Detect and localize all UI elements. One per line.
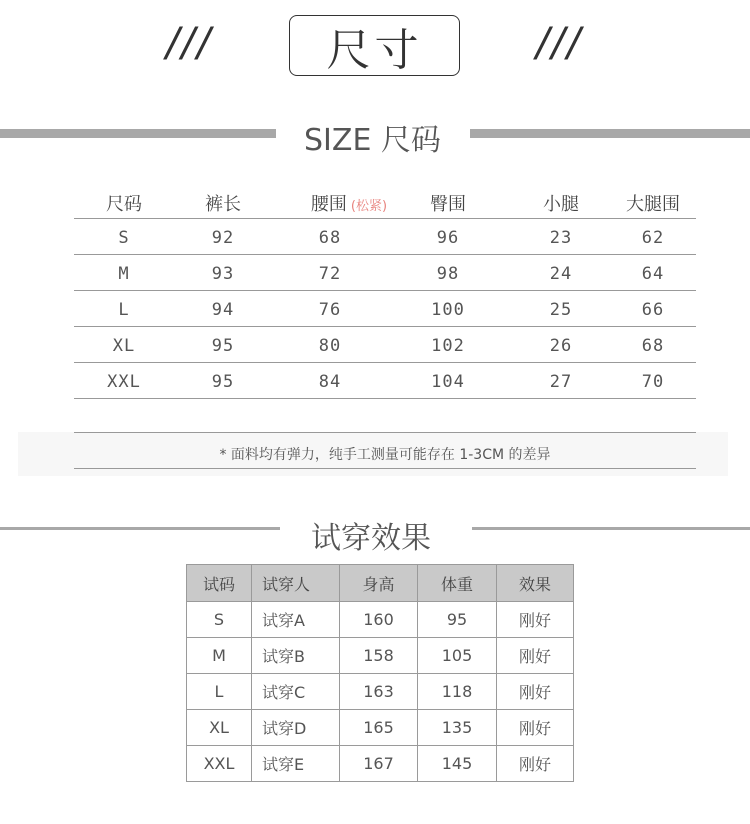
divider-bar-left	[0, 527, 280, 530]
table-cell: 104	[431, 372, 465, 392]
table-row	[187, 746, 574, 782]
table-cell: 94	[211, 300, 235, 320]
column-header-waist	[311, 190, 387, 216]
table-cell: 66	[641, 300, 665, 320]
table-cell: S	[187, 602, 252, 638]
table-cell: 刚好	[497, 638, 574, 674]
table-cell: 刚好	[497, 674, 574, 710]
table-row	[74, 363, 696, 399]
table-cell: 100	[431, 300, 465, 320]
trial-table	[186, 564, 574, 782]
table-cell: 试穿A	[252, 602, 340, 638]
table-cell: XL	[112, 336, 136, 356]
table-row	[74, 255, 696, 291]
table-cell: XL	[187, 710, 252, 746]
table-cell: 68	[641, 336, 665, 356]
table-cell: 76	[318, 300, 342, 320]
table-cell: 80	[318, 336, 342, 356]
column-header: 裤长	[205, 194, 241, 215]
trial-section-title: 试穿效果	[311, 521, 431, 556]
table-cell: M	[118, 264, 130, 284]
table-cell: M	[187, 638, 252, 674]
table-row-empty	[74, 399, 696, 433]
table-row	[74, 327, 696, 363]
table-row	[187, 602, 574, 638]
table-cell: 试穿B	[252, 638, 340, 674]
table-cell: 92	[211, 228, 235, 248]
table-cell: 24	[549, 264, 573, 284]
table-cell: 105	[418, 638, 497, 674]
table-cell: 84	[318, 372, 342, 392]
table-cell: 试穿D	[252, 710, 340, 746]
measurement-note: * 面料均有弹力，纯手工测量可能存在 1-3CM 的差异	[219, 447, 551, 463]
table-cell: 118	[418, 674, 497, 710]
table-cell: L	[187, 674, 252, 710]
divider-bar-right	[470, 129, 750, 138]
table-cell: XXL	[187, 746, 252, 782]
table-cell: 165	[340, 710, 418, 746]
table-cell: 试穿E	[252, 746, 340, 782]
column-header: 小腿	[543, 194, 579, 215]
size-table	[74, 180, 696, 433]
decorative-slashes-left: ///	[166, 20, 213, 66]
decorative-slashes-right: ///	[536, 20, 583, 66]
table-cell: 62	[641, 228, 665, 248]
table-cell: 95	[211, 336, 235, 356]
table-cell: 163	[340, 674, 418, 710]
table-cell: 102	[431, 336, 465, 356]
table-cell: 70	[641, 372, 665, 392]
table-cell: 64	[641, 264, 665, 284]
divider-bar-left	[0, 129, 276, 138]
table-cell: 158	[340, 638, 418, 674]
table-cell: 刚好	[497, 746, 574, 782]
table-cell: 72	[318, 264, 342, 284]
table-cell: XXL	[107, 372, 141, 392]
size-section-title: SIZE 尺码	[304, 123, 441, 158]
column-header: 尺码	[106, 194, 142, 215]
column-header: 大腿围	[626, 194, 680, 215]
table-row	[74, 291, 696, 327]
table-cell: 25	[549, 300, 573, 320]
column-header: 体重	[418, 565, 497, 602]
column-header: 身高	[340, 565, 418, 602]
table-row	[187, 638, 574, 674]
table-cell: 68	[318, 228, 342, 248]
table-cell: 95	[211, 372, 235, 392]
table-cell: 试穿C	[252, 674, 340, 710]
table-cell: 98	[436, 264, 460, 284]
table-cell: 135	[418, 710, 497, 746]
table-cell: 160	[340, 602, 418, 638]
trial-table-header	[187, 565, 574, 602]
table-row	[74, 219, 696, 255]
table-cell: 145	[418, 746, 497, 782]
page-title: 尺寸	[289, 15, 460, 76]
table-cell: 刚好	[497, 602, 574, 638]
table-cell: 96	[436, 228, 460, 248]
table-cell: 23	[549, 228, 573, 248]
table-cell: 刚好	[497, 710, 574, 746]
note-divider-bottom	[74, 468, 696, 469]
column-header: 试穿人	[252, 565, 340, 602]
table-cell: S	[118, 228, 130, 248]
table-row	[187, 710, 574, 746]
table-cell: 26	[549, 336, 573, 356]
column-header: 臀围	[430, 194, 466, 215]
table-cell: 27	[549, 372, 573, 392]
column-header: 试码	[187, 565, 252, 602]
table-cell: L	[118, 300, 130, 320]
waist-elastic-note: (松紧)	[350, 199, 388, 214]
size-table-header	[74, 180, 696, 219]
table-cell: 167	[340, 746, 418, 782]
table-cell: 95	[418, 602, 497, 638]
table-cell: 93	[211, 264, 235, 284]
note-divider-top	[74, 432, 696, 433]
table-row	[187, 674, 574, 710]
divider-bar-right	[472, 527, 750, 530]
column-header: 效果	[497, 565, 574, 602]
column-header: 腰围	[310, 194, 347, 215]
